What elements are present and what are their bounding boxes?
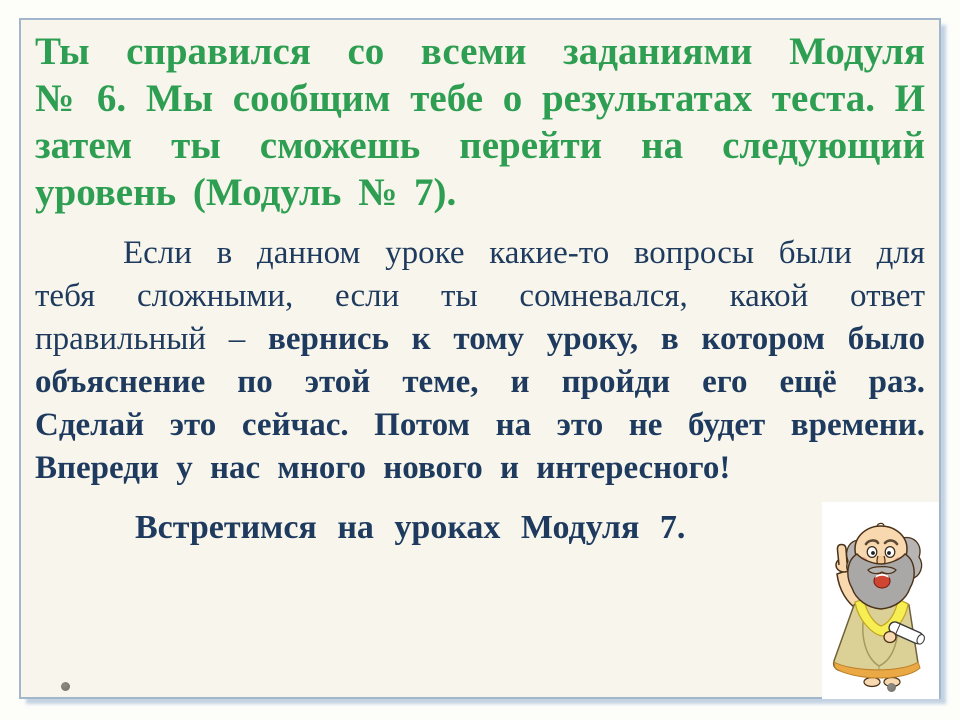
body-bold-text: вернись к тому уроку, в котором было объяснение по этой теме, и пройди его ещё раз. Сделай это сейчас. Потом на это не будет времени. Впереди у нас много нового и интересного!: [35, 321, 926, 486]
body-regular-text: Если в данном уроке какие-то вопросы были для тебя сложными, если ты сомневался, какой ответ правильный –: [35, 235, 925, 357]
scroll-hand: [884, 632, 896, 643]
intro-paragraph: Ты справился со всеми заданиями Модуля № 6. Мы сообщим тебе о результатах теста. И затем ты сможешь перейти на следующий уровень (Модуль № 7).: [35, 30, 925, 214]
foot-left: [864, 678, 880, 687]
footer-dot-left: [61, 682, 70, 691]
body-paragraph: [35, 232, 925, 490]
footer-dot-right: [887, 683, 896, 692]
mustache: [868, 567, 896, 574]
slide-content-box: [19, 18, 941, 699]
philosopher-illustration: [822, 502, 939, 699]
old-philosopher-pointing-up-icon: [822, 502, 939, 699]
pointing-finger: [837, 545, 847, 566]
closing-line: Встретимся на уроках Модуля 7.: [135, 509, 686, 546]
